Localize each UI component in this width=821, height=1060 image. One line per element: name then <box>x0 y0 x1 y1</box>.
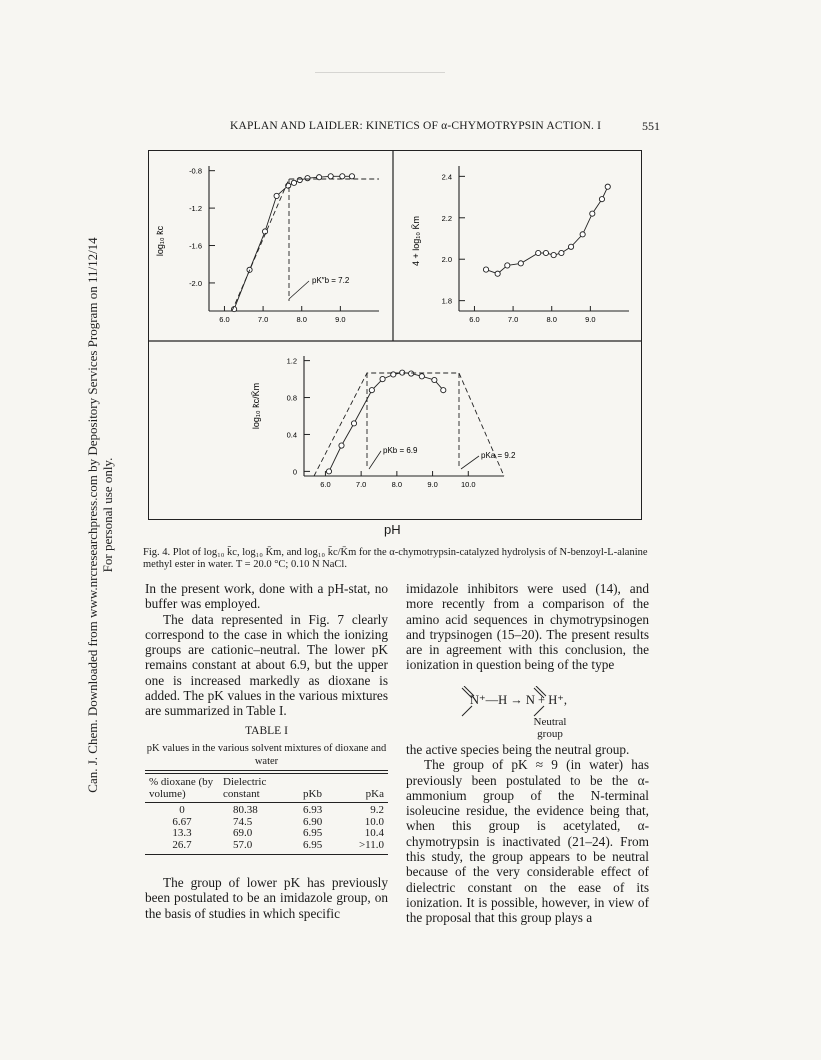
table-1 <box>145 770 388 855</box>
x-tick-label: 10.0 <box>460 480 476 489</box>
right-para-2: the active species being the neutral group. <box>406 742 630 757</box>
annotation-leader <box>369 451 381 469</box>
annotation-pka: pKa = 9.2 <box>481 451 516 460</box>
annotation-leader <box>461 456 479 469</box>
x-tick-label: 6.0 <box>320 480 331 489</box>
table-row <box>145 805 388 817</box>
table-header-pka: pKa <box>365 787 384 800</box>
download-stamp-line2: For personal use only. <box>100 457 115 573</box>
data-point <box>605 184 610 189</box>
data-point <box>432 377 437 382</box>
download-stamp-line1: Can. J. Chem. Downloaded from www.nrcresearchpress.com by Depository Services Program on 11/12/14 <box>85 237 100 793</box>
data-point <box>328 174 333 179</box>
y-tick-label: 0 <box>292 467 297 477</box>
figure-x-axis-label-text: pH <box>384 522 401 537</box>
table-header-pkb: pKb <box>303 787 322 800</box>
data-point <box>419 374 424 379</box>
x-tick-label: 9.0 <box>335 315 346 324</box>
cell-pka: >11.0 <box>358 838 384 851</box>
cell-pka: 10.0 <box>364 815 384 828</box>
data-point <box>380 376 385 381</box>
data-point <box>495 271 500 276</box>
fitted-curve <box>486 187 608 274</box>
left-column <box>145 581 388 719</box>
data-point <box>599 197 604 202</box>
cell-dielectric: 80.38 <box>233 804 258 816</box>
x-tick-label: 6.0 <box>469 315 480 324</box>
y-tick-label: 0.8 <box>286 393 297 403</box>
y-tick-label: 0.4 <box>286 430 297 440</box>
left-para-2: The data represented in Fig. 7 clearly correspond to the case in which the ionizing groups are cationic–neutral. The lower pK remains constant at about 6.9, but the upper one is increased markedly as dioxane is added. The pK values in the various mixtures are summarized in Table I. <box>145 611 388 719</box>
y-tick-label: -0.8 <box>189 166 202 176</box>
figure-4 <box>148 150 642 520</box>
y-tick-label: -1.6 <box>189 241 202 251</box>
table-header-dioxane: % dioxane (by volume) <box>149 776 214 800</box>
cell-dielectric: 69.0 <box>233 827 253 839</box>
y-tick-label: 2.0 <box>441 255 452 265</box>
cell-pka: 9.2 <box>370 804 384 816</box>
right-column-bottom <box>406 742 649 926</box>
y-tick-label: 2.4 <box>441 172 452 182</box>
fitted-curve <box>329 373 443 472</box>
y-tick-label: -1.2 <box>189 204 202 214</box>
x-tick-label: 7.0 <box>257 315 269 324</box>
y-tick-label: 1.2 <box>286 356 297 366</box>
asymptote-lines <box>232 179 379 311</box>
data-point <box>483 267 488 272</box>
data-point <box>409 371 414 376</box>
data-point <box>369 388 374 393</box>
cell-dioxane: 26.7 <box>172 838 192 851</box>
table-row <box>145 828 388 840</box>
data-point <box>349 174 354 179</box>
cell-dioxane: 13.3 <box>172 827 192 839</box>
asymptote-lines <box>314 373 504 476</box>
data-point <box>326 469 331 474</box>
equation-label: Neutral group <box>533 716 567 740</box>
figure-4-plots <box>149 151 641 519</box>
annotation-leader <box>289 281 309 299</box>
data-point <box>351 421 356 426</box>
x-tick-label: 8.0 <box>296 315 307 324</box>
data-point <box>543 250 548 255</box>
left-para-3: The group of lower pK has previously been postulated to be an imidazole group, on the basis of studies in which specific <box>145 875 388 921</box>
table-row <box>145 840 388 852</box>
data-point <box>305 176 310 181</box>
y-axis-label: log₁₀ k̄c <box>155 225 165 257</box>
table-title: TABLE I <box>245 725 288 737</box>
x-tick-label: 8.0 <box>391 480 403 489</box>
scan-speck <box>315 72 445 73</box>
data-point <box>441 388 446 393</box>
data-point <box>580 232 585 237</box>
y-tick-label: 2.2 <box>441 213 452 223</box>
table-caption: pK values in the various solvent mixtures of dioxane and water <box>146 743 387 767</box>
x-tick-label: 9.0 <box>427 480 438 489</box>
cell-dielectric: 74.5 <box>233 815 253 828</box>
data-point <box>340 174 345 179</box>
x-tick-label: 8.0 <box>546 315 557 324</box>
running-head: KAPLAN AND LAIDLER: KINETICS OF α-CHYMOTRYPSIN ACTION. I <box>230 120 602 132</box>
download-stamp <box>85 205 115 825</box>
data-point <box>536 250 541 255</box>
y-tick-label: -2.0 <box>189 278 202 288</box>
data-point <box>559 250 564 255</box>
page-number: 551 <box>642 119 660 133</box>
right-para-3: The group of pK ≈ 9 (in water) has previously been postulated to be the α-ammonium group of the N-terminal isoleucine residue, the evidence being that, when this group is acetylated, α-chymotrypsin is inactivated (21–24). From this study, the group appears to be neutral because of the very considerable effect of dielectric constant on the ease of its ionization. It is possible, however, in view of the proposal that this group plays a <box>406 757 649 926</box>
fitted-curve <box>234 176 352 309</box>
table-header-dielectric: Dielectric constant <box>223 776 267 800</box>
table-1-grid <box>145 777 388 851</box>
annotation-pkb: pKb = 6.9 <box>383 446 418 455</box>
cell-dioxane: 6.67 <box>172 815 192 828</box>
figure-caption: Fig. 4. Plot of log₁₀ k̄c, log₁₀ K̄m, and log₁₀ k̄c/K̄m for the α-chymotrypsin-catalyzed hydrolysis of N-benzoyl-L-alanine methyl ester in water. T = 20.0 °C; 0.10 N NaCl. <box>143 547 648 570</box>
data-point <box>505 263 510 268</box>
cell-pkb: 6.95 <box>303 827 323 839</box>
data-point <box>568 244 573 249</box>
x-tick-label: 6.0 <box>219 315 230 324</box>
left-para-1: In the present work, done with a pH-stat, no buffer was employed. <box>145 581 388 612</box>
annotation-pkb: pK″b = 7.2 <box>312 276 350 285</box>
cell-dioxane: 0 <box>179 804 185 816</box>
equation-text: N⁺—H → N + H⁺, <box>470 693 567 707</box>
cell-dielectric: 57.0 <box>233 838 253 851</box>
cell-pkb: 6.90 <box>303 815 323 828</box>
cell-pkb: 6.95 <box>303 838 323 851</box>
y-axis-label: log₁₀ k̄c/K̄m <box>251 382 261 430</box>
data-point <box>291 180 296 185</box>
data-point <box>274 193 279 198</box>
data-point <box>551 252 556 257</box>
x-tick-label: 9.0 <box>585 315 596 324</box>
y-tick-label: 1.8 <box>441 296 452 306</box>
right-para-1: imidazole inhibitors were used (14), and more recently from a comparison of the amino acid sequences in chymotrypsinogen and trypsinogen (15–20). The present results are in agreement with this conclusion, the ionization in question being of the type <box>406 581 649 673</box>
data-point <box>297 177 302 182</box>
data-point <box>590 211 595 216</box>
y-axis-label: 4 + log₁₀ K̄m <box>411 215 421 267</box>
cell-pka: 10.4 <box>364 827 384 839</box>
data-point <box>339 443 344 448</box>
data-point <box>518 261 523 266</box>
left-column-bottom <box>145 875 388 921</box>
cell-pkb: 6.93 <box>303 804 323 816</box>
x-tick-label: 7.0 <box>355 480 367 489</box>
x-tick-label: 7.0 <box>507 315 519 324</box>
right-column <box>406 581 649 673</box>
